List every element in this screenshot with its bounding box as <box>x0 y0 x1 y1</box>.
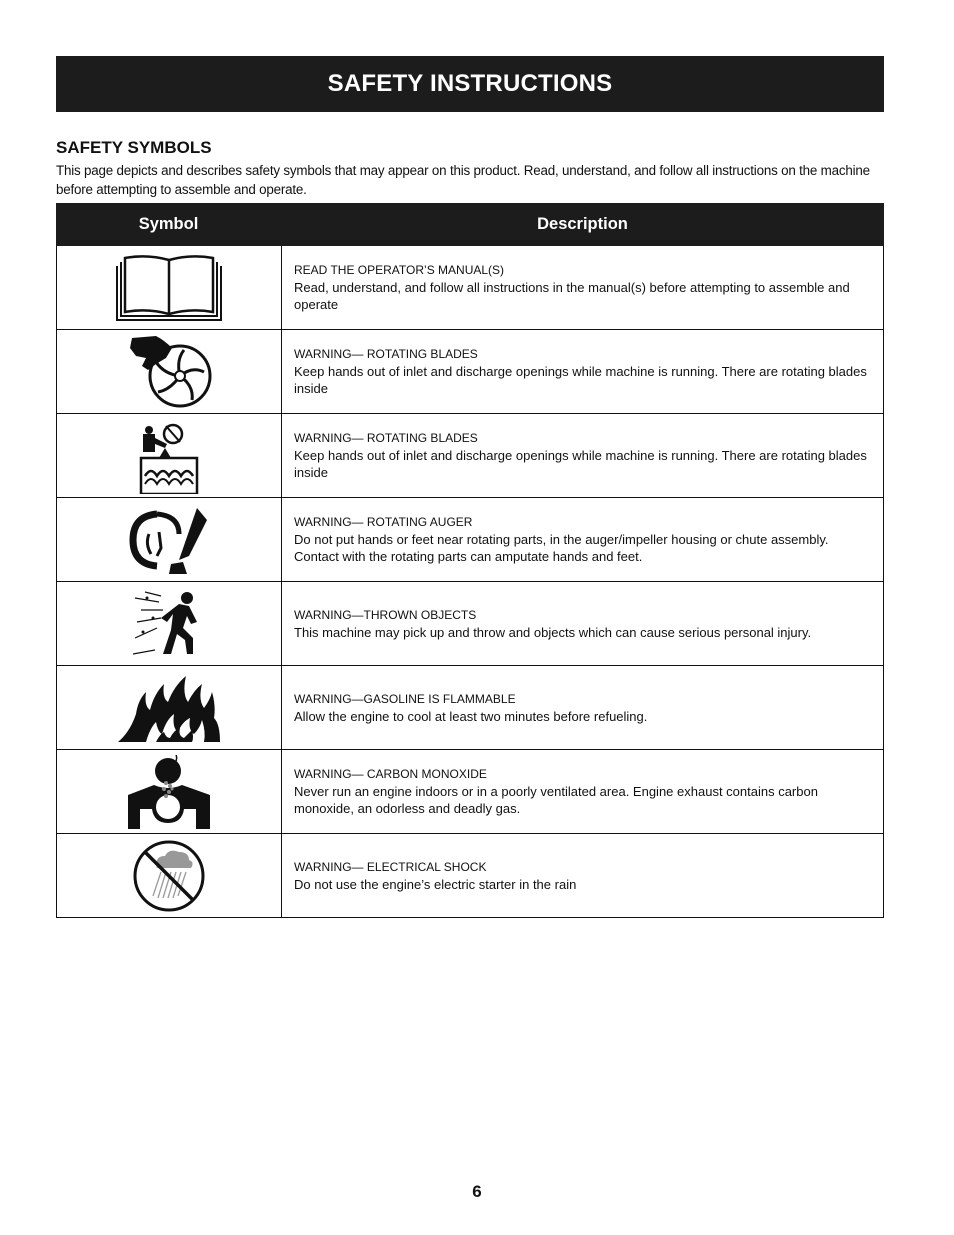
warning-text: Read, understand, and follow all instructions in the manual(s) before attempting to assemble and operate <box>294 280 850 312</box>
description-cell <box>282 834 883 917</box>
warning-text: Keep hands out of inlet and discharge openings while machine is running. There are rotating blades inside <box>294 448 867 480</box>
table-row <box>57 833 883 917</box>
warning-heading: WARNING—THROWN OBJECTS <box>294 607 477 622</box>
warning-text: Keep hands out of inlet and discharge openings while machine is running. There are rotating blades inside <box>294 364 867 396</box>
no-rain-icon <box>131 838 207 914</box>
symbol-cell <box>57 330 282 413</box>
header-symbol: Symbol <box>138 215 199 233</box>
page-number: 6 <box>472 1182 482 1201</box>
table-row <box>57 413 883 497</box>
warning-heading: WARNING—GASOLINE IS FLAMMABLE <box>294 691 516 706</box>
operator-manual-icon <box>113 252 225 324</box>
description-cell <box>282 750 883 833</box>
table-row <box>57 497 883 581</box>
rotating-auger-hand-foot-icon <box>127 504 211 576</box>
description-cell <box>282 414 883 497</box>
warning-heading: WARNING— ROTATING BLADES <box>294 347 478 361</box>
symbol-cell <box>57 246 282 329</box>
warning-text: Allow the engine to cool at least two minutes before refueling. <box>294 708 648 724</box>
description-cell <box>282 498 883 581</box>
flames-icon <box>116 672 222 744</box>
symbol-cell <box>57 666 282 749</box>
warning-text: Never run an engine indoors or in a poorly ventilated area. Engine exhaust contains carbon monoxide, an odorless and deadly gas. <box>294 784 818 816</box>
symbol-cell <box>57 414 282 497</box>
warning-heading: WARNING— ROTATING AUGER <box>294 515 473 529</box>
table-row <box>57 246 883 329</box>
warning-heading: READ THE OPERATOR’S MANUAL(S) <box>294 263 505 277</box>
description-cell <box>282 582 883 665</box>
header-description: Description <box>537 215 628 233</box>
person-chute-blades-icon <box>139 418 199 494</box>
symbol-cell <box>57 498 282 581</box>
banner-title: SAFETY INSTRUCTIONS <box>327 70 613 97</box>
table-header <box>56 203 884 246</box>
warning-heading: WARNING— ROTATING BLADES <box>294 431 478 445</box>
table-row <box>57 749 883 833</box>
table-row <box>57 665 883 749</box>
page-banner <box>56 56 884 112</box>
warning-heading: WARNING— ELECTRICAL SHOCK <box>294 859 487 874</box>
table-row <box>57 581 883 665</box>
section-title: SAFETY SYMBOLS <box>56 138 212 157</box>
symbol-cell <box>57 582 282 665</box>
thrown-objects-icon <box>131 588 207 660</box>
warning-text: Do not put hands or feet near rotating parts, in the auger/impeller housing or chute assembly. Contact with the rotating parts can amputate hands and feet. <box>294 532 829 564</box>
carbon-monoxide-icon <box>126 755 212 829</box>
warning-text: This machine may pick up and throw and objects which can cause serious personal injury. <box>294 624 812 640</box>
description-cell <box>282 666 883 749</box>
hand-impeller-blade-icon <box>126 334 212 410</box>
description-cell <box>282 330 883 413</box>
warning-heading: WARNING— CARBON MONOXIDE <box>294 767 487 781</box>
symbol-cell <box>57 834 282 917</box>
description-cell <box>282 246 883 329</box>
safety-symbols-table <box>56 203 884 918</box>
table-row <box>57 329 883 413</box>
intro-text: This page depicts and describes safety symbols that may appear on this product. Read, understand, and follow all instructions on the machine before attempting to assemble and operate. <box>56 163 870 197</box>
warning-text: Do not use the engine’s electric starter in the rain <box>294 876 577 892</box>
symbol-cell <box>57 750 282 833</box>
